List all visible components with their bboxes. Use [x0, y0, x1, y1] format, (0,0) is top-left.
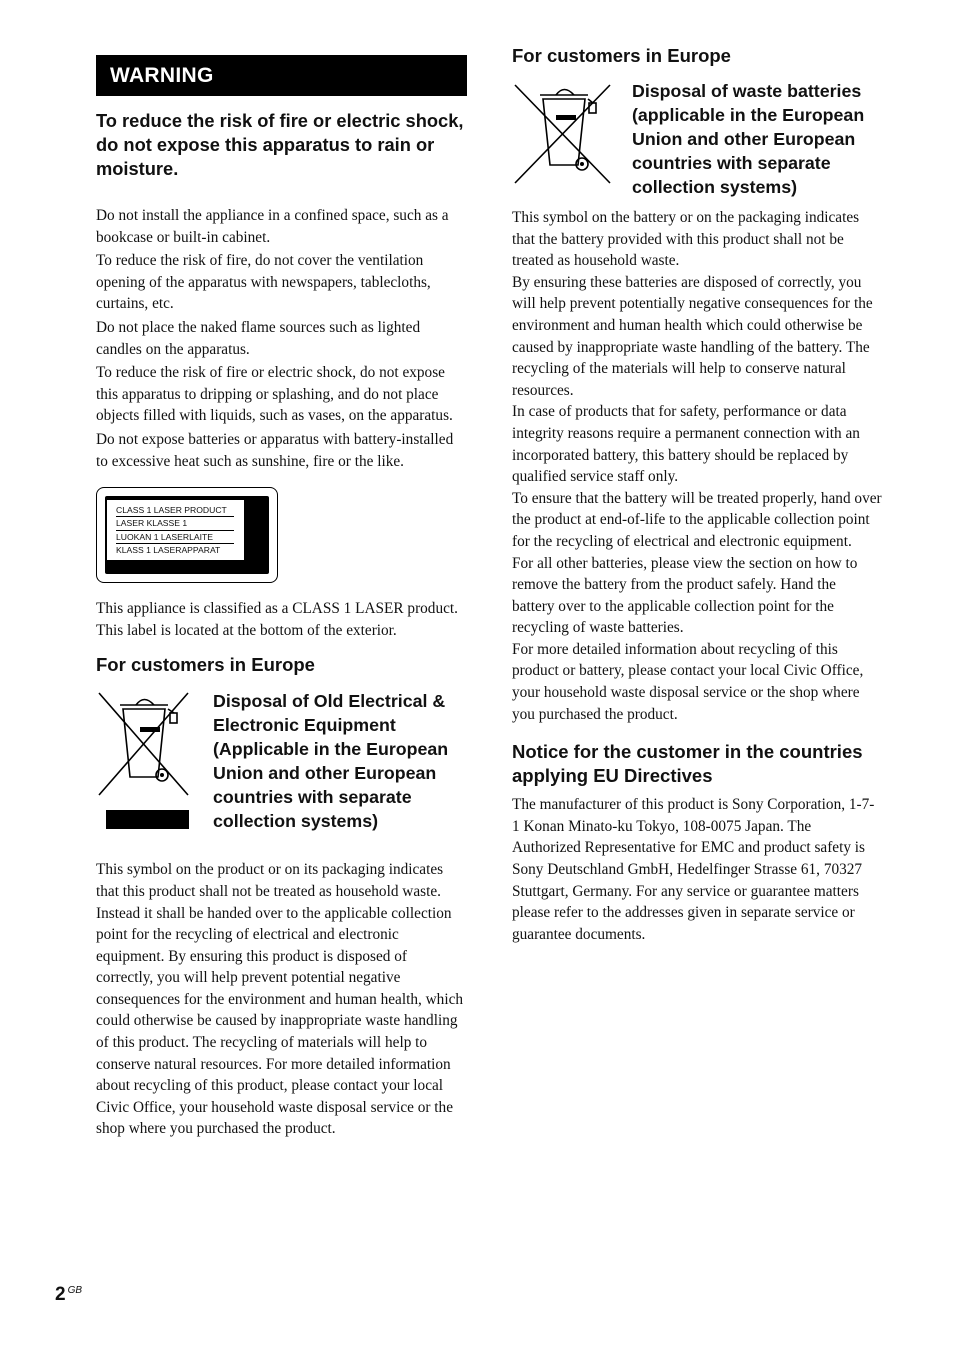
europe-batteries-heading: For customers in Europe — [512, 45, 731, 66]
equipment-disposal-title: Disposal of Old Electrical & Electronic Equipment (Applicable in the European Union and other European countries with separate collection systems) — [213, 691, 449, 832]
battery-disposal-title: Disposal of waste batteries (applicable in the European Union and other European countries with separate collection systems) — [632, 81, 865, 197]
battery-paragraph: For all other batteries, please view the section on how to remove the battery from the product safely. Hand the battery over to the applicable collection point for the recycling of waste batteries. — [512, 554, 858, 637]
warning-banner: WARNING — [96, 55, 467, 96]
crossed-out-battery-bin-icon — [512, 81, 616, 187]
laser-label-line: KLASS 1 LASERAPPARAT — [116, 544, 221, 555]
warning-paragraphs — [96, 205, 467, 472]
laser-label-line: LUOKAN 1 LASERLAITE — [116, 531, 234, 544]
battery-symbol — [512, 79, 632, 199]
warning-heading: To reduce the risk of fire or electric shock, do not expose this apparatus to rain or moisture. — [96, 110, 464, 179]
equipment-disposal-body: This symbol on the product or on its packaging indicates that this product shall not be treated as household waste. Instead it shall be handed over to the applicable collection point for the recycling of electrical and electronic equipment. By ensuring this product is disposed of correctly, you will help prevent potential negative consequences for the environment and human health, which could otherwise be caused by inappropriate waste handling of this product. The recycling of materials will help to conserve natural resources. For more detailed information about recycling of this product, please contact your local Civic Office, your household waste disposal service or the shop where you purchased the product. — [96, 861, 464, 1138]
battery-paragraph: In case of products that for safety, performance or data integrity reasons require a permanent connection with an incorporated battery, this battery should be replaced by qualified service staff only. — [512, 403, 860, 486]
laser-label-line: LASER KLASSE 1 — [116, 517, 234, 530]
equipment-symbol — [96, 689, 213, 833]
battery-paragraph: This symbol on the battery or on the packaging indicates that the battery provided with this product shall not be treated as household waste. — [512, 209, 860, 270]
europe-heading: For customers in Europe — [96, 654, 315, 676]
warning-paragraph: Do not place the naked flame sources such as lighted candles on the apparatus. — [96, 318, 421, 358]
equipment-disposal-block — [96, 689, 467, 833]
battery-paragraph: By ensuring these batteries are disposed of correctly, you will help prevent potentially negative consequences for the environment and human health which could otherwise be caused by inappropriate waste handling of the battery. The recycling of the materials will help to conserve natural resources. — [512, 273, 873, 399]
battery-paragraph: To ensure that the battery will be treated properly, hand over the product at end-of-life to the applicable collection point for the recycling of electrical and electronic equipment. — [512, 489, 882, 550]
right-column — [512, 44, 882, 947]
laser-caption: This appliance is classified as a CLASS 1 LASER product. This label is located at the bottom of the exterior. — [96, 600, 458, 639]
warning-paragraph: Do not expose batteries or apparatus with battery-installed to excessive heat such as sunshine, fire or the like. — [96, 430, 454, 470]
battery-paragraph: For more detailed information about recycling of this product or battery, please contact your local Civic Office, your household waste disposal service or the shop where you purchased the product. — [512, 640, 864, 723]
battery-disposal-block — [512, 79, 882, 199]
crossed-out-bin-icon — [96, 689, 192, 799]
separate-collection-bar — [106, 810, 189, 829]
warning-paragraph: To reduce the risk of fire, do not cover the ventilation opening of the apparatus with newspapers, tablecloths, curtains, etc. — [96, 252, 431, 313]
warning-paragraph: Do not install the appliance in a confined space, such as a bookcase or built-in cabinet. — [96, 207, 449, 246]
battery-paragraphs — [512, 207, 882, 725]
eu-notice-body: The manufacturer of this product is Sony Corporation, 1-7-1 Konan Minato-ku Tokyo, 108-0075 Japan. The Authorized Representative for EMC and product safety is Sony Deutschland GmbH, Hedelfinger Strasse 61, 70327 Stuttgart, Germany. For any service or guarantee matters please refer to the addresses given in separate service or guarantee documents. — [512, 796, 875, 943]
page-number-value: 2 — [55, 1284, 66, 1305]
laser-label — [107, 500, 244, 560]
laser-label-box — [96, 487, 278, 583]
laser-label-line: CLASS 1 LASER PRODUCT — [116, 504, 234, 517]
warning-paragraph: To reduce the risk of fire or electric shock, do not expose this apparatus to dripping or splashing, and do not place objects filled with liquids, such as vases, on the apparatus. — [96, 364, 453, 425]
eu-notice-heading: Notice for the customer in the countries applying EU Directives — [512, 741, 863, 787]
left-column — [96, 55, 467, 1142]
page-number-suffix: GB — [67, 1285, 83, 1296]
page-number — [55, 1284, 82, 1306]
